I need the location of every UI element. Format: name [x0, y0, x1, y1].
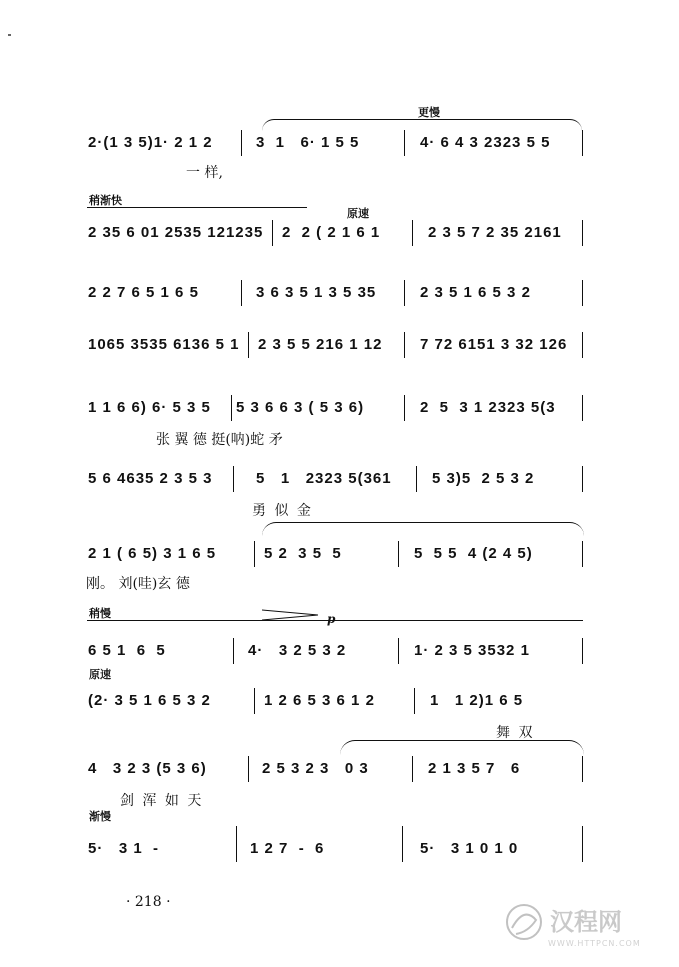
barline	[412, 756, 413, 782]
barline	[582, 541, 583, 567]
measure-3-notes: 5· 3 1 0 1 0	[420, 840, 519, 857]
system-8	[86, 642, 586, 672]
barline	[582, 395, 583, 421]
phrase-line-3	[262, 522, 584, 537]
phrase-line-5	[340, 740, 584, 755]
lyrics-line-6: 勇 似 金	[252, 503, 313, 519]
measure-2-notes: 1 2 6 5 3 6 1 2	[264, 692, 375, 709]
measure-1-notes: 2 2 7 6 5 1 6 5	[88, 284, 199, 301]
measure-1-notes: 5 6 4635 2 3 5 3	[88, 470, 213, 487]
lyrics-line-5: 张 翼 德 挺(呐)蛇 矛	[156, 432, 283, 448]
measure-1-notes: 2 1 ( 6 5) 3 1 6 5	[88, 545, 217, 562]
measure-2-notes: 4· 3 2 5 3 2	[248, 642, 347, 659]
page-number: · 218 ·	[126, 894, 171, 910]
measure-2-notes: 1 2 7 - 6	[250, 840, 325, 857]
barline	[404, 395, 405, 421]
barline	[582, 332, 583, 358]
phrase-line-4	[87, 620, 583, 629]
barline	[412, 220, 413, 246]
measure-2-notes: 5 1 2323 5(361	[256, 470, 392, 487]
measure-2-notes: 2 5 3 2 3 0 3	[262, 760, 369, 777]
measure-1-notes: 2·(1 3 5)1· 2 1 2	[88, 134, 213, 151]
system-1	[86, 134, 586, 181]
measure-3-notes: 1· 2 3 5 3532 1	[414, 642, 530, 659]
barline	[248, 756, 249, 782]
tempo-shaojiankuai: 稍渐快	[89, 194, 122, 207]
measure-2-notes: 3 1 6· 1 5 5	[256, 134, 360, 151]
barline	[582, 280, 583, 306]
measure-3-notes: 2 1 3 5 7 6	[428, 760, 521, 777]
measure-1-notes: 6 5 1 6 5	[88, 642, 166, 659]
measure-1-notes: 5· 3 1 -	[88, 840, 160, 857]
barline	[402, 826, 403, 862]
measure-3-notes: 2 5 3 1 2323 5(3	[420, 399, 556, 416]
barline	[398, 541, 399, 567]
barline	[582, 466, 583, 492]
measure-3-notes: 5 5 5 4 (2 4 5)	[414, 545, 533, 562]
barline	[254, 541, 255, 567]
system-10	[86, 760, 586, 808]
phrase-line-1	[262, 119, 582, 134]
watermark-logo	[500, 898, 665, 950]
tempo-gengman: 更慢	[418, 106, 440, 119]
barline	[416, 466, 417, 492]
measure-2-notes: 3 6 3 5 1 3 5 35	[256, 284, 377, 301]
phrase-line-2	[87, 207, 307, 218]
barline	[241, 130, 242, 156]
measure-3-notes: 2 3 5 7 2 35 2161	[428, 224, 562, 241]
tempo-yuansu-2: 原速	[89, 668, 111, 681]
lyrics-line-7: 刚。 刘(哇)玄 德	[86, 576, 190, 592]
tempo-jianman: 渐慢	[89, 810, 111, 823]
barline	[404, 280, 405, 306]
measure-3-notes: 4· 6 4 3 2323 5 5	[420, 134, 551, 151]
measure-2-notes: 2 3 5 5 216 1 12	[258, 336, 383, 353]
measure-3-notes: 5 3)5 2 5 3 2	[432, 470, 535, 487]
barline	[582, 220, 583, 246]
system-3	[86, 284, 586, 314]
barline	[414, 688, 415, 714]
measure-1-notes: 1 1 6 6) 6· 5 3 5	[88, 399, 211, 416]
system-7	[86, 545, 586, 593]
barline	[582, 826, 583, 862]
barline	[582, 638, 583, 664]
barline	[404, 130, 405, 156]
lyrics-line-10: 剑 浑 如 天	[120, 793, 204, 809]
barline	[582, 756, 583, 782]
watermark-text: 汉程网	[550, 908, 622, 936]
watermark-url: WWW.HTTPCN.COM	[548, 939, 641, 948]
system-11	[86, 840, 586, 870]
measure-1-notes: (2· 3 5 1 6 5 3 2	[88, 692, 211, 709]
measure-2-notes: 5 2 3 5 5	[264, 545, 342, 562]
system-2	[86, 224, 586, 254]
barline	[241, 280, 242, 306]
barline	[272, 220, 273, 246]
measure-1-notes: 2 35 6 01 2535 121235	[88, 224, 264, 241]
tempo-yuansu: 原速	[347, 207, 369, 220]
corner-mark	[8, 34, 11, 36]
barline	[233, 638, 234, 664]
barline	[233, 466, 234, 492]
system-4	[86, 336, 586, 366]
measure-3-notes: 7 72 6151 3 32 126	[420, 336, 568, 353]
barline	[254, 688, 255, 714]
measure-3-notes: 2 3 5 1 6 5 3 2	[420, 284, 531, 301]
measure-2-notes: 5 3 6 6 3 ( 5 3 6)	[236, 399, 365, 416]
measure-2-notes: 2 2 ( 2 1 6 1	[282, 224, 381, 241]
barline	[404, 332, 405, 358]
measure-1-notes: 4 3 2 3 (5 3 6)	[88, 760, 207, 777]
barline	[248, 332, 249, 358]
system-6	[86, 470, 586, 518]
barline	[582, 130, 583, 156]
measure-3-notes: 1 1 2)1 6 5	[430, 692, 524, 709]
system-5	[86, 399, 586, 447]
barline	[231, 395, 232, 421]
lyrics-line-1: 一 样,	[186, 165, 223, 181]
barline	[236, 826, 237, 862]
lyrics-line-9: 舞 双	[496, 725, 535, 741]
dynamic-p: p	[327, 612, 336, 626]
barline	[398, 638, 399, 664]
system-9	[86, 692, 586, 740]
tempo-shaoman: 稍慢	[89, 607, 111, 620]
measure-1-notes: 1065 3535 6136 5 1	[88, 336, 240, 353]
